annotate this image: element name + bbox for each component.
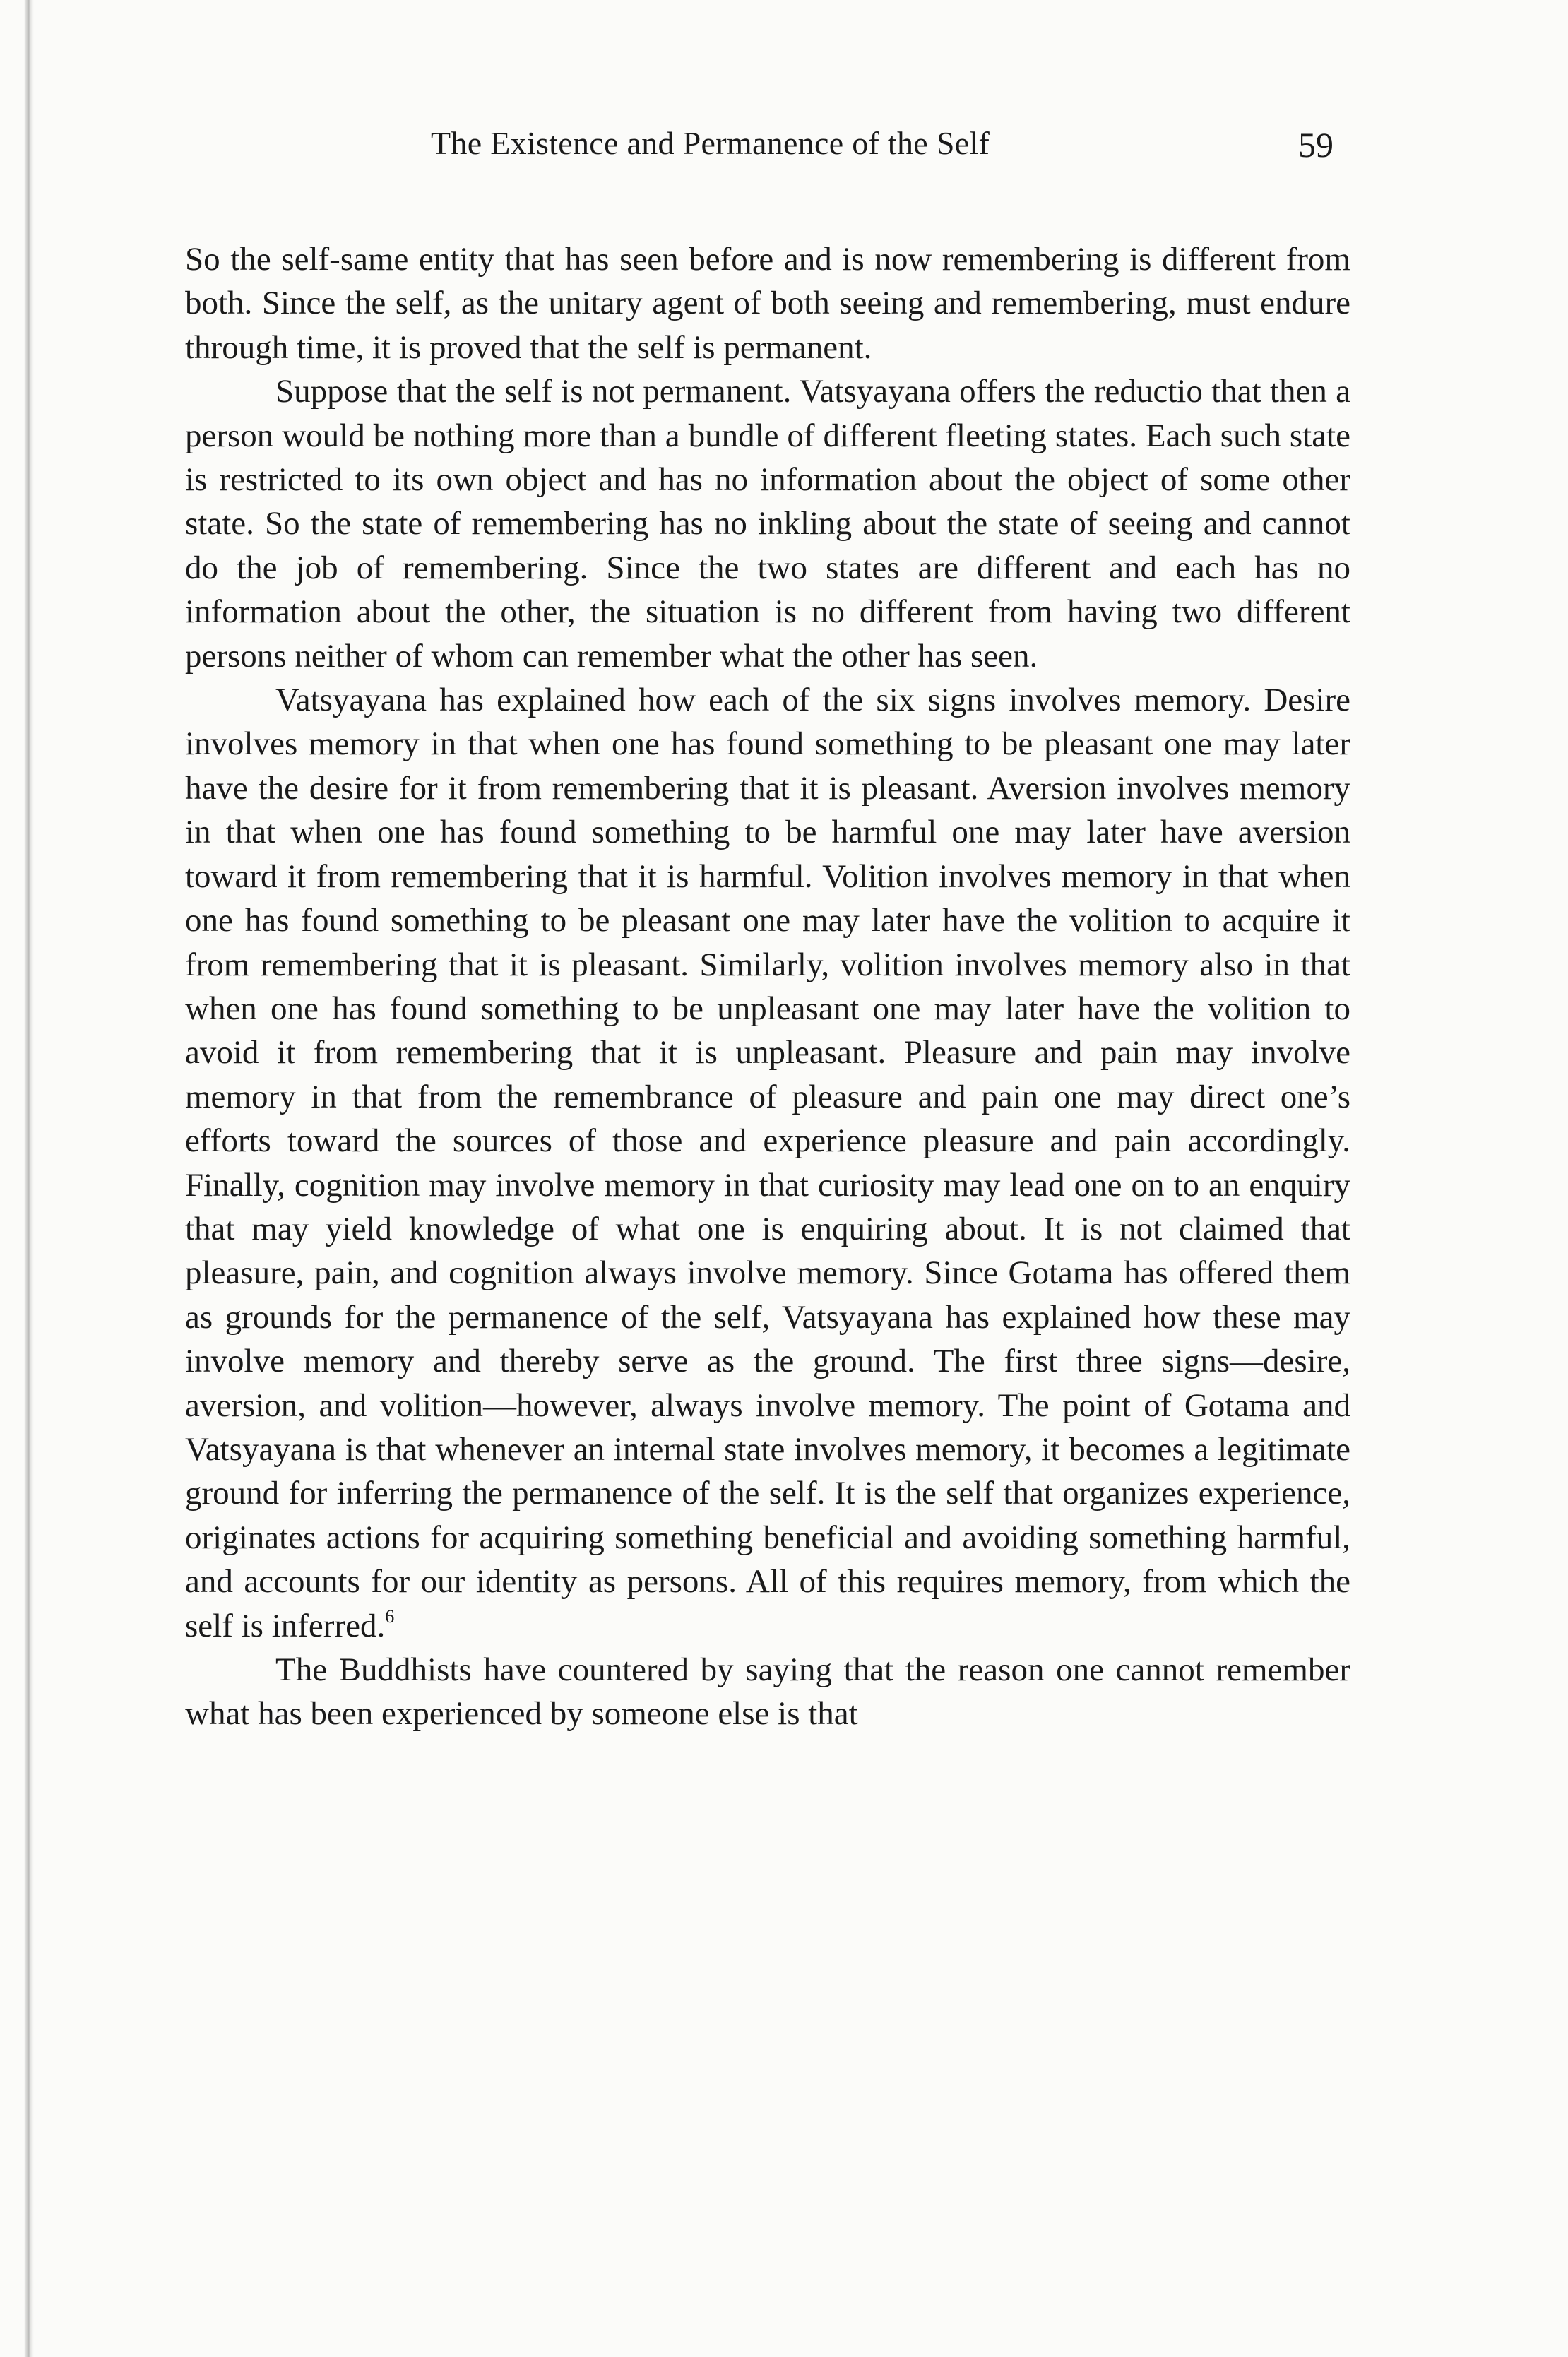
running-head-title: The Existence and Permanence of the Self xyxy=(431,125,990,161)
paragraph-1: So the self-same entity that has seen before and is now remembering is different from both. Since the self, as the unitary agent of both seeing and remembering, must endure through time, it is proved that the self is permanent. xyxy=(185,241,1350,366)
scan-binding-shadow xyxy=(24,0,34,2357)
paragraph-3 xyxy=(185,678,1350,1648)
footnote-reference[interactable]: 6 xyxy=(385,1605,395,1627)
page-number: 59 xyxy=(1298,125,1334,165)
body-text xyxy=(185,237,1350,1736)
paragraph-3-text: Vatsyayana has explained how each of the six signs involves memory. Desire involves memory in that when one has found something to be pleasant one may later have the desire for it from remembering that it is pleasant. Aversion involves memory in that when one has found something to be harmful one may later have aversion toward it from remembering that it is harmful. Volition involves memory in that when one has found something to be pleasant one may later have the volition to acquire it from remembering that it is pleasant. Similarly, volition involves memory also in that when one has found something to be unpleasant one may later have the volition to avoid it from remembering that it is unpleasant. Pleasure and pain may involve memory in that from the remembrance of pleasure and pain one may direct one’s efforts toward the sources of those and experience pleasure and pain accordingly. Finally, cognition may involve memory in that curiosity may lead one on to an enquiry that may yield knowledge of what one is enquiring about. It is not claimed that pleasure, pain, and cognition always involve memory. Since Gotama has offered them as grounds for the permanence of the self, Vatsyayana has explained how these may involve memory and thereby serve as the ground. The first three signs—desire, aversion, and volition—however, always involve memory. The point of Gotama and Vatsyayana is that whenever an internal state involves memory, it becomes a legitimate ground for inferring the permanence of the self. It is the self that organizes experience, originates actions for acquiring something beneficial and avoiding something harmful, and accounts for our identity as persons. All of this requires memory, from which the self is inferred. xyxy=(185,682,1350,1644)
paragraph-4: The Buddhists have countered by saying that the reason one cannot remember what has been experienced by someone else is that xyxy=(185,1651,1350,1733)
paragraph-2: Suppose that the self is not permanent. Vatsyayana offers the reductio that then a person would be nothing more than a bundle of different fleeting states. Each such state is restricted to its own object and has no information about the object of some other state. So the state of remembering has no inkling about the state of seeing and cannot do the job of remembering. Since the two states are different and each has no information about the other, the situation is no different from having two different persons neither of whom can remember what the other has seen. xyxy=(185,373,1350,675)
